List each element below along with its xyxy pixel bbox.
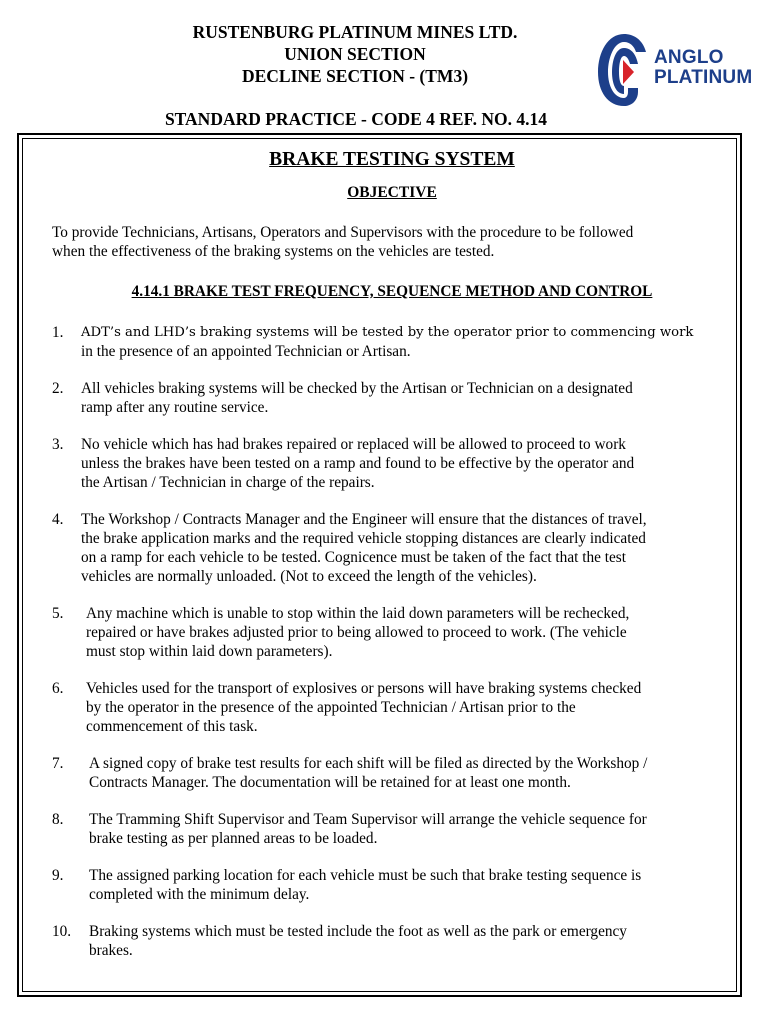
item-number: 10.	[52, 923, 72, 940]
item-text	[52, 379, 732, 417]
item-line: vehicles are normally unloaded. (Not to exceed the length of the vehicles).	[81, 568, 537, 585]
item-line: Vehicles used for the transport of explosives or persons will have braking systems checked	[86, 680, 642, 697]
anglo-platinum-logo-icon	[594, 30, 654, 110]
item-line: the brake application marks and the required vehicle stopping distances are clearly indicated	[81, 530, 646, 547]
section-heading: 4.14.1 BRAKE TEST FREQUENCY, SEQUENCE METHOD AND CONTROL	[131, 283, 653, 300]
list-item	[52, 323, 732, 361]
item-line: completed with the minimum delay.	[89, 886, 310, 903]
list-item	[52, 679, 732, 736]
standard-practice-ref: STANDARD PRACTICE - CODE 4 REF. NO. 4.14	[164, 109, 548, 129]
document-title: BRAKE TESTING SYSTEM	[269, 149, 515, 170]
item-text	[52, 679, 732, 736]
objective-line: To provide Technicians, Artisans, Operators and Supervisors with the procedure to be followed	[52, 224, 634, 241]
item-number: 8.	[52, 811, 64, 828]
objective-heading: OBJECTIVE	[347, 184, 437, 201]
item-text	[52, 604, 732, 661]
document-header	[0, 0, 768, 135]
logo-text-anglo: ANGLO	[654, 47, 724, 68]
union-section: UNION SECTION	[284, 44, 426, 64]
item-line: A signed copy of brake test results for each shift will be filed as directed by the Workshop /	[89, 755, 648, 772]
list-item	[52, 866, 732, 904]
list-item	[52, 754, 732, 792]
company-heading	[130, 21, 580, 87]
item-line: in the presence of an appointed Technician or Artisan.	[81, 343, 411, 360]
list-item	[52, 510, 732, 586]
decline-section: DECLINE SECTION - (TM3)	[241, 66, 469, 86]
item-text	[52, 323, 732, 361]
item-number: 7.	[52, 755, 64, 772]
item-number: 1.	[52, 324, 64, 341]
item-number: 9.	[52, 867, 64, 884]
item-line: The assigned parking location for each vehicle must be such that brake testing sequence is	[89, 867, 642, 884]
item-line: commencement of this task.	[86, 718, 258, 735]
list-item	[52, 810, 732, 848]
item-line: Contracts Manager. The documentation will be retained for at least one month.	[89, 774, 571, 791]
item-line: brakes.	[89, 942, 133, 959]
item-line: must stop within laid down parameters).	[86, 643, 333, 660]
anglo-platinum-logo	[594, 30, 753, 110]
item-text	[52, 866, 732, 904]
item-line: Any machine which is unable to stop within the laid down parameters will be rechecked,	[86, 605, 630, 622]
item-number: 3.	[52, 436, 64, 453]
item-line: repaired or have brakes adjusted prior to being allowed to proceed to work. (The vehicle	[86, 624, 627, 641]
item-line: The Workshop / Contracts Manager and the Engineer will ensure that the distances of travel,	[81, 511, 647, 528]
item-text	[52, 922, 732, 960]
item-text	[52, 435, 732, 492]
objective-text	[52, 223, 732, 261]
item-number: 6.	[52, 680, 64, 697]
item-line: The Tramming Shift Supervisor and Team Supervisor will arrange the vehicle sequence for	[89, 811, 647, 828]
item-number: 2.	[52, 380, 64, 397]
list-item	[52, 435, 732, 492]
item-line: unless the brakes have been tested on a ramp and found to be effective by the operator and	[81, 455, 635, 472]
item-line: ADT’s and LHD’s braking systems will be tested by the operator prior to commencing work	[81, 325, 694, 340]
item-text	[52, 810, 732, 848]
item-line: All vehicles braking systems will be checked by the Artisan or Technician on a designated	[81, 380, 633, 397]
logo-text-platinum: PLATINUM	[654, 67, 753, 88]
item-line: ramp after any routine service.	[81, 399, 269, 416]
procedure-list	[52, 323, 732, 960]
objective-line: when the effectiveness of the braking systems on the vehicles are tested.	[52, 243, 495, 260]
document-body	[52, 146, 732, 978]
item-line: by the operator in the presence of the appointed Technician / Artisan prior to the	[86, 699, 576, 716]
list-item	[52, 922, 732, 960]
company-name: RUSTENBURG PLATINUM MINES LTD.	[192, 22, 518, 42]
item-text	[52, 754, 732, 792]
list-item	[52, 379, 732, 417]
item-line: on a ramp for each vehicle to be tested. Cognicence must be taken of the fact that the test	[81, 549, 626, 566]
item-line: the Artisan / Technician in charge of the repairs.	[81, 474, 375, 491]
item-number: 4.	[52, 511, 64, 528]
item-text	[52, 510, 732, 586]
item-line: brake testing as per planned areas to be loaded.	[89, 830, 378, 847]
item-number: 5.	[52, 605, 64, 622]
item-line: Braking systems which must be tested include the foot as well as the park or emergency	[89, 923, 627, 940]
list-item	[52, 604, 732, 661]
item-line: No vehicle which has had brakes repaired or replaced will be allowed to proceed to work	[81, 436, 626, 453]
